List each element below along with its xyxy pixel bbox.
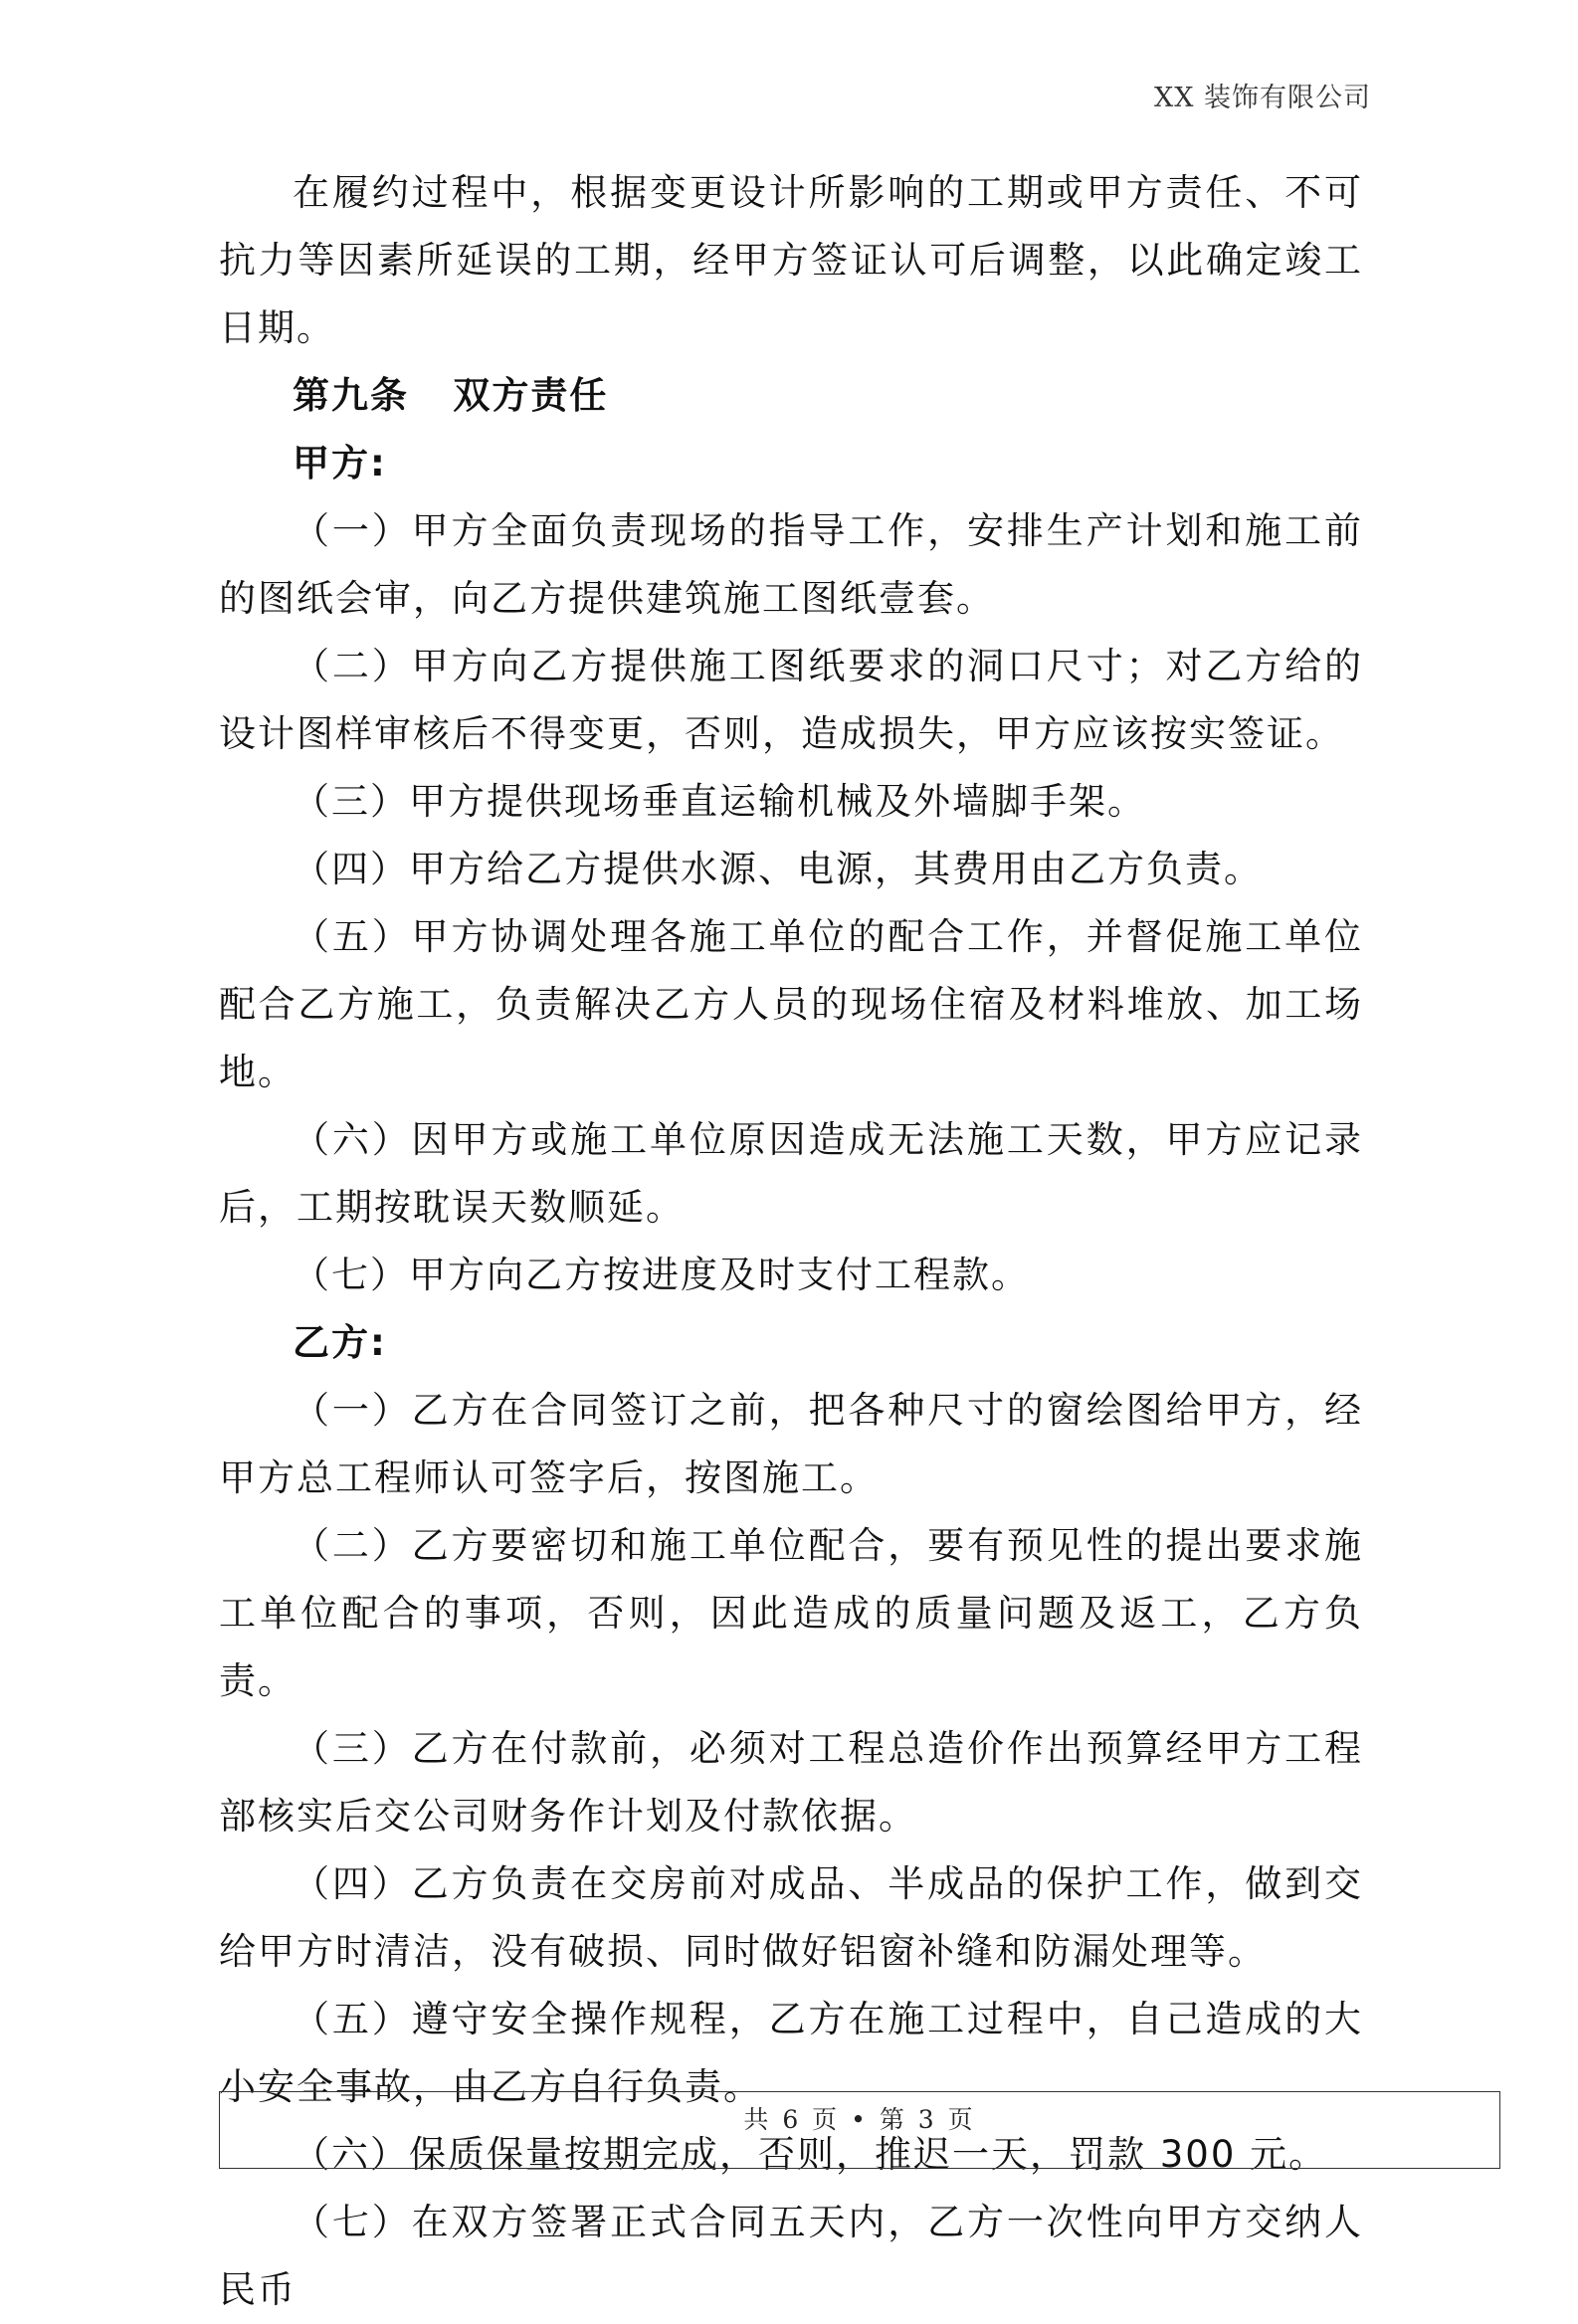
party-a-label: 甲方:: [293, 442, 387, 484]
paragraph-completion-date: 在履约过程中，根据变更设计所影响的工期或甲方责任、不可抗力等因素所延误的工期，经甲方签证认可后调整，以此确定竣工日期。: [219, 171, 1363, 349]
party-b-item: （六）保质保量按期完成，否则，推迟一天，罚款 300 元。: [293, 2133, 1328, 2176]
party-b-item: （二）乙方要密切和施工单位配合，要有预见性的提出要求施工单位配合的事项，否则，因此造成的质量问题及返工，乙方负责。: [219, 1524, 1363, 1702]
article-number: 第九条: [293, 374, 409, 417]
article-heading: [219, 362, 1363, 430]
page-footer: [219, 2091, 1500, 2169]
party-b-item: （四）乙方负责在交房前对成品、半成品的保护工作，做到交给甲方时清洁，没有破损、同时做好铝窗补缝和防漏处理等。: [219, 1862, 1363, 1973]
party-a-item: （二）甲方向乙方提供施工图纸要求的洞口尺寸；对乙方给的设计图样审核后不得变更，否则，造成损失，甲方应该按实签证。: [219, 645, 1363, 755]
document-body: [219, 159, 1363, 2324]
party-b-item: （五）遵守安全操作规程，乙方在施工过程中，自己造成的大小安全事故，由乙方自行负责。: [219, 1998, 1363, 2108]
party-b-item: （七）在双方签署正式合同五天内，乙方一次性向甲方交纳人民币: [219, 2201, 1363, 2311]
party-a-item: （五）甲方协调处理各施工单位的配合工作，并督促施工单位配合乙方施工，负责解决乙方人员的现场住宿及材料堆放、加工场地。: [219, 915, 1363, 1093]
party-a-item: （一）甲方全面负责现场的指导工作，安排生产计划和施工前的图纸会审，向乙方提供建筑施工图纸壹套。: [219, 509, 1363, 620]
party-b-item: （三）乙方在付款前，必须对工程总造价作出预算经甲方工程部核实后交公司财务作计划及付款依据。: [219, 1727, 1363, 1838]
page-number: 共 6 页 • 第 3 页: [743, 2105, 976, 2134]
party-a-item: （六）因甲方或施工单位原因造成无法施工天数，甲方应记录后，工期按耽误天数顺延。: [219, 1118, 1363, 1229]
party-a-item: （三）甲方提供现场垂直运输机械及外墙脚手架。: [293, 780, 1146, 823]
page-header-company: XX 装饰有限公司: [1153, 83, 1371, 113]
party-b-label: 乙方:: [293, 1321, 387, 1364]
party-a-item: （七）甲方向乙方按进度及时支付工程款。: [293, 1254, 1030, 1296]
party-a-item: （四）甲方给乙方提供水源、电源，其费用由乙方负责。: [293, 848, 1263, 890]
article-title: 双方责任: [453, 374, 609, 417]
party-b-item: （一）乙方在合同签订之前，把各种尺寸的窗绘图给甲方，经甲方总工程师认可签字后，按图施工。: [219, 1389, 1363, 1499]
